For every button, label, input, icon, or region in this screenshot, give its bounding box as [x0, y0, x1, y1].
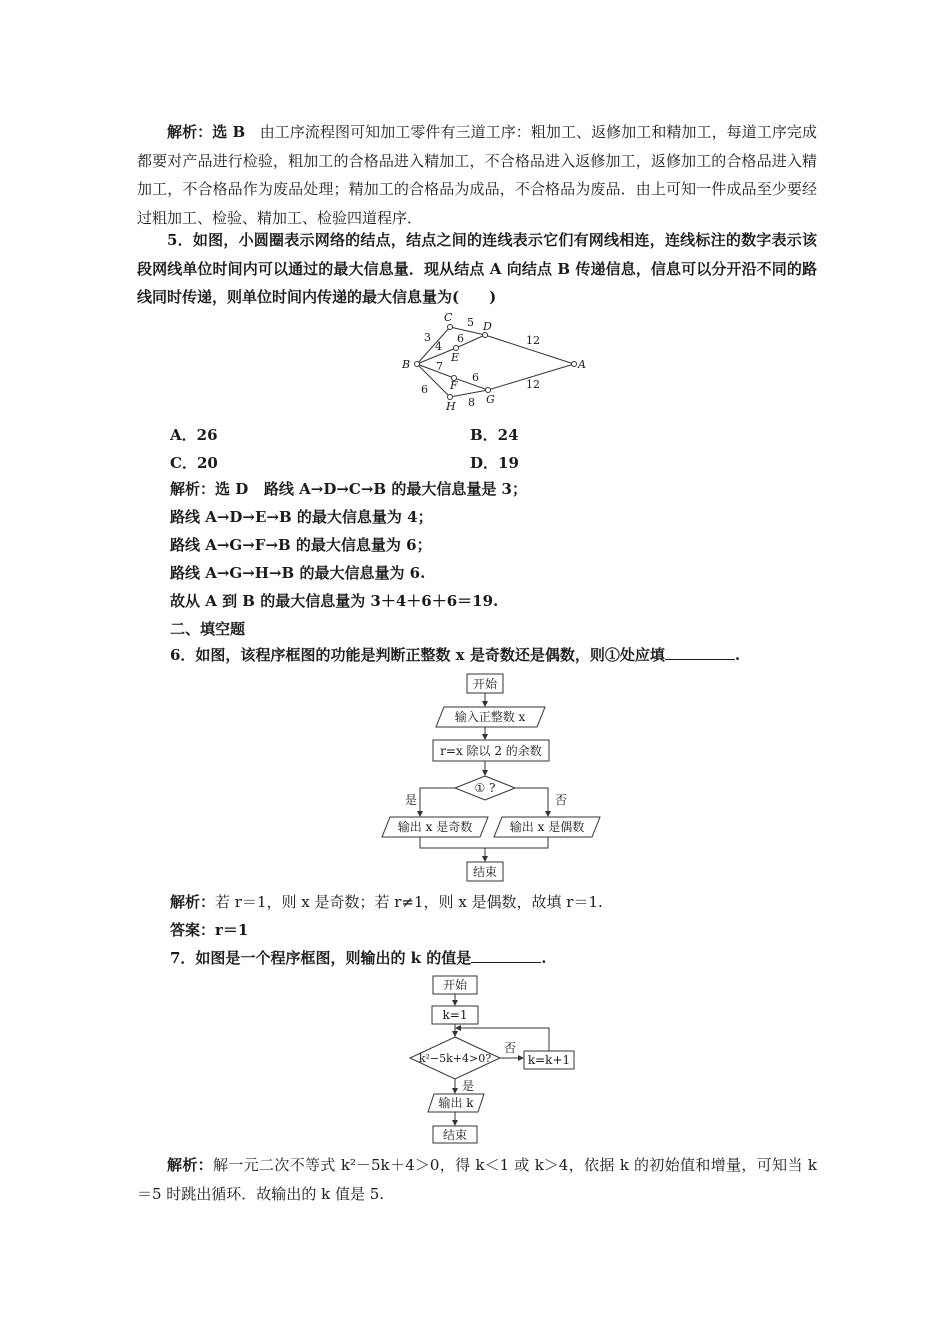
q6-end-label: 结束: [472, 865, 498, 879]
q6-no-label: 否: [554, 793, 568, 807]
node-label-e: E: [451, 351, 460, 364]
node-a: [572, 362, 577, 367]
section-title: 二、填空题: [170, 620, 246, 638]
node-h: [448, 395, 453, 400]
q7-stem-end: .: [541, 949, 547, 967]
node-label-a: A: [578, 358, 586, 371]
node-c: [448, 325, 453, 330]
q5-route-2: 路线 A→D→E→B 的最大信息量为 4；: [170, 508, 433, 526]
q4-choice: 选 B: [212, 123, 246, 141]
q6-stem-end: .: [734, 646, 741, 664]
q6-stem: [170, 645, 740, 665]
edge-label-fg: 6: [472, 371, 479, 384]
node-label-h: H: [446, 400, 456, 413]
edge-label-bh: 6: [421, 383, 428, 396]
edge-label-ed: 6: [457, 332, 464, 345]
q5-option-b: B．24: [470, 426, 519, 444]
q6-solution: [170, 892, 603, 912]
q6-process-label: r=x 除以 2 的余数: [440, 744, 542, 758]
edge-label-bc: 3: [424, 331, 431, 344]
edge-label-da: 12: [526, 334, 540, 347]
q6-answer: [170, 920, 248, 940]
q5-route-4: 路线 A→G→H→B 的最大信息量为 6.: [170, 564, 426, 582]
q7-stem-text: 7．如图是一个程序框图，则输出的 k 的值是: [170, 949, 472, 967]
q4-solution-label: 解析：: [167, 123, 213, 141]
edge-label-ga: 12: [526, 378, 540, 391]
q6-stem-text: 6．如图，该程序框图的功能是判断正整数 x 是奇数还是偶数，则①处应填: [170, 646, 665, 664]
edge-label-bf: 7: [436, 360, 443, 373]
q5-network-diagram: [390, 308, 600, 416]
q6-output-even-label: 输出 x 是偶数: [509, 820, 585, 834]
q7-init-label: k=1: [442, 1008, 468, 1022]
q5-stem: 5．如图，小圆圈表示网络的结点，结点之间的连线表示它们有网线相连，连线标注的数字表示该段网线单位时间内可以通过的最大信息量．现从结点 A 向结点 B 传递信息，信息可以分开沿不同的路线同时传递，则单位时间内传递的最大信息量为( ): [137, 231, 817, 306]
q5-option-d: D．19: [470, 454, 519, 472]
q6-solution-text: 若 r＝1，则 x 是奇数；若 r≠1，则 x 是偶数，故填 r＝1.: [215, 893, 603, 911]
q5-solution-line-1: [170, 479, 527, 499]
q7-output-label: 输出 k: [438, 1096, 474, 1110]
q5-option-c: C．20: [170, 454, 218, 472]
node-label-g: G: [486, 393, 495, 406]
q7-solution: [137, 1151, 817, 1208]
q6-start-label: 开始: [472, 677, 498, 691]
q5-choice: 选 D: [215, 480, 249, 498]
q6-answer-blank: [665, 645, 735, 660]
edge-label-cd: 5: [467, 316, 474, 329]
q5-option-a: A．26: [170, 426, 218, 444]
q7-start-label: 开始: [442, 978, 468, 992]
node-b: [415, 362, 420, 367]
q5-conclusion: 故从 A 到 B 的最大信息量为 3＋4＋6＋6＝19.: [170, 592, 499, 610]
q7-end-label: 结束: [442, 1128, 468, 1142]
node-g: [486, 388, 491, 393]
q6-answer-text: r＝1: [215, 921, 249, 939]
node-label-d: D: [483, 320, 492, 333]
q7-solution-text: 解一元二次不等式 k²－5k＋4＞0，得 k＜1 或 k＞4，依据 k 的初始值和增量，可知当 k＝5 时跳出循环．故输出的 k 值是 5.: [137, 1156, 817, 1203]
q5-route-1: 路线 A→D→C→B 的最大信息量是 3；: [263, 480, 527, 498]
q6-solution-label: 解析：: [170, 893, 216, 911]
q7-update-label: k=k+1: [527, 1053, 571, 1067]
node-label-f: F: [450, 379, 458, 392]
q4-solution-text: 由工序流程图可知加工零件有三道工序：粗加工、返修加工和精加工，每道工序完成都要对产品进行检验，粗加工的合格品进入精加工，不合格品进入返修加工，返修加工的合格品进入精加工，不合格品作为废品处理；精加工的合格品为成品，不合格品为废品．由上可知一件成品至少要经过粗加工、检验、精加工、检验四道程序．: [137, 123, 817, 227]
q5-route-3: 路线 A→G→F→B 的最大信息量为 6；: [170, 536, 432, 554]
q5-solution-label: 解析：: [170, 480, 216, 498]
q6-output-odd-label: 输出 x 是奇数: [397, 820, 473, 834]
q7-yes-label: 是: [461, 1079, 475, 1093]
q6-answer-label: 答案：: [170, 921, 216, 939]
q7-answer-blank: [471, 948, 541, 963]
q6-decision-label: ① ?: [474, 781, 496, 795]
node-d: [483, 333, 488, 338]
q6-yes-label: 是: [404, 793, 418, 807]
q7-solution-label: 解析：: [167, 1156, 214, 1174]
q6-flowchart: [378, 670, 618, 885]
q7-decision-label: k²−5k+4>0?: [418, 1052, 492, 1065]
q7-stem: [170, 948, 547, 968]
edge-label-hg: 8: [468, 396, 475, 409]
q4-solution: [137, 118, 817, 232]
q6-input-label: 输入正整数 x: [454, 710, 526, 724]
node-label-c: C: [444, 311, 453, 324]
edge-label-be: 4: [435, 340, 442, 353]
node-label-b: B: [402, 358, 411, 371]
node-e: [454, 346, 459, 351]
q7-no-label: 否: [503, 1041, 517, 1055]
q7-flowchart: [400, 972, 590, 1147]
